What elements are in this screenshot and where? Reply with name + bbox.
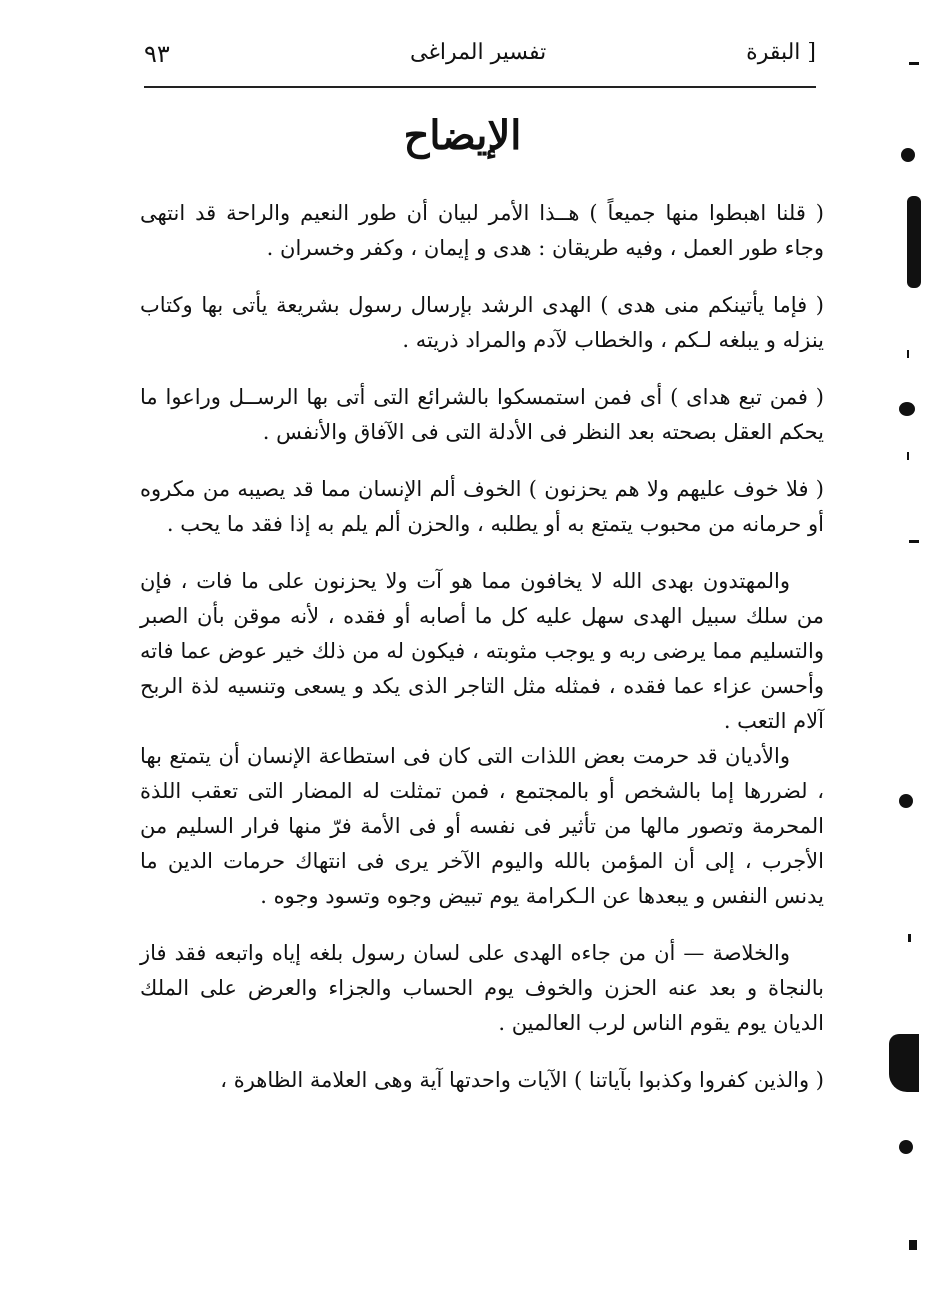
paragraph: والخلاصة — أن من جاءه الهدى على لسان رسول بلغه إياه واتبعه فقد فاز بالنجاة و بعد عنه الحزن والخوف يوم الحساب والجزاء والعرض على الملك الديان يوم يقوم الناس لرب العالمين . <box>140 941 824 1035</box>
scan-speck <box>889 1034 919 1092</box>
scan-speck <box>901 148 915 162</box>
paragraph: ( فإما يأتينكم منى هدى ) الهدى الرشد بإرسال رسول بشريعة يأتى بها وكتاب ينزله و يبلغه لـكم ، والخطاب لآدم والمراد ذريته . <box>140 293 824 352</box>
paragraph: والأديان قد حرمت بعض اللذات التى كان فى استطاعة الإنسان أن يتمتع بها ، لضررها إما بالشخص أو بالمجتمع ، فمن تمثلت له المضار التى تعقب اللذة المحرمة وتصور مالها من تأثير فى نفسه أو فى الأمة فرّ منها فرار السليم من الأجرب ، إلى أن المؤمن بالله واليوم الآخر يرى فى انتهاك حرمات الدين ما يدنس النفس و يبعدها عن الـكرامة يوم تبيض وجوه وتسود وجوه . <box>140 744 824 908</box>
paragraph: والمهتدون بهدى الله لا يخافون مما هو آت ولا يحزنون على ما فات ، فإن من سلك سبيل الهدى سهل عليه كل ما أصابه أو فقده ، لأنه موقن بأن الصبر والتسليم مما يرضى ربه و يوجب مثوبته ، فيكون له من ذلك خير عوض عما فاته وأحسن عزاء عما فقده ، فمثله مثل التاجر الذى يكد و يسعى وتنسيه لذة الربح آلام التعب . <box>140 569 824 733</box>
scan-speck <box>907 196 921 288</box>
running-surah-name: البقرة ] <box>746 40 816 65</box>
scan-speck <box>899 794 913 808</box>
scan-edge-marks <box>885 0 925 1311</box>
page-number: ٩٣ <box>144 40 170 68</box>
page-header <box>140 30 820 84</box>
paragraph: ( والذين كفروا وكذبوا بآياتنا ) الآيات واحدتها آية وهى العلامة الظاهرة ، <box>220 1068 824 1092</box>
scan-speck <box>909 62 919 65</box>
paragraph: ( فلا خوف عليهم ولا هم يحزنون ) الخوف ألم الإنسان مما قد يصيبه من مكروه أو حرمانه من محبوب يتمتع به أو يطلبه ، والحزن ألم يلم به إذا فقد ما يحب . <box>140 477 824 536</box>
scan-speck <box>907 452 909 460</box>
scan-speck <box>908 934 911 942</box>
running-book-title: تفسير المراغى <box>410 40 547 65</box>
scan-speck <box>899 402 915 416</box>
paragraph: ( فمن تبع هداى ) أى فمن استمسكوا بالشرائع التى أتى بها الرســل وراعوا ما يحكم العقل بصحته بعد النظر فى الأدلة التى فى الآفاق والأنفس . <box>140 385 824 444</box>
scan-speck <box>909 1240 917 1250</box>
scan-speck <box>899 1140 913 1154</box>
scan-speck <box>907 350 909 358</box>
section-title: الإيضاح <box>403 112 522 159</box>
scan-speck <box>909 540 919 543</box>
paragraph: ( قلنا اهبطوا منها جميعاً ) هــذا الأمر لبيان أن طور النعيم والراحة قد انتهى وجاء طور العمل ، وفيه طريقان : هدى و إيمان ، وكفر وخسران . <box>140 201 824 260</box>
header-rule <box>144 86 816 88</box>
body-text <box>140 196 824 1098</box>
